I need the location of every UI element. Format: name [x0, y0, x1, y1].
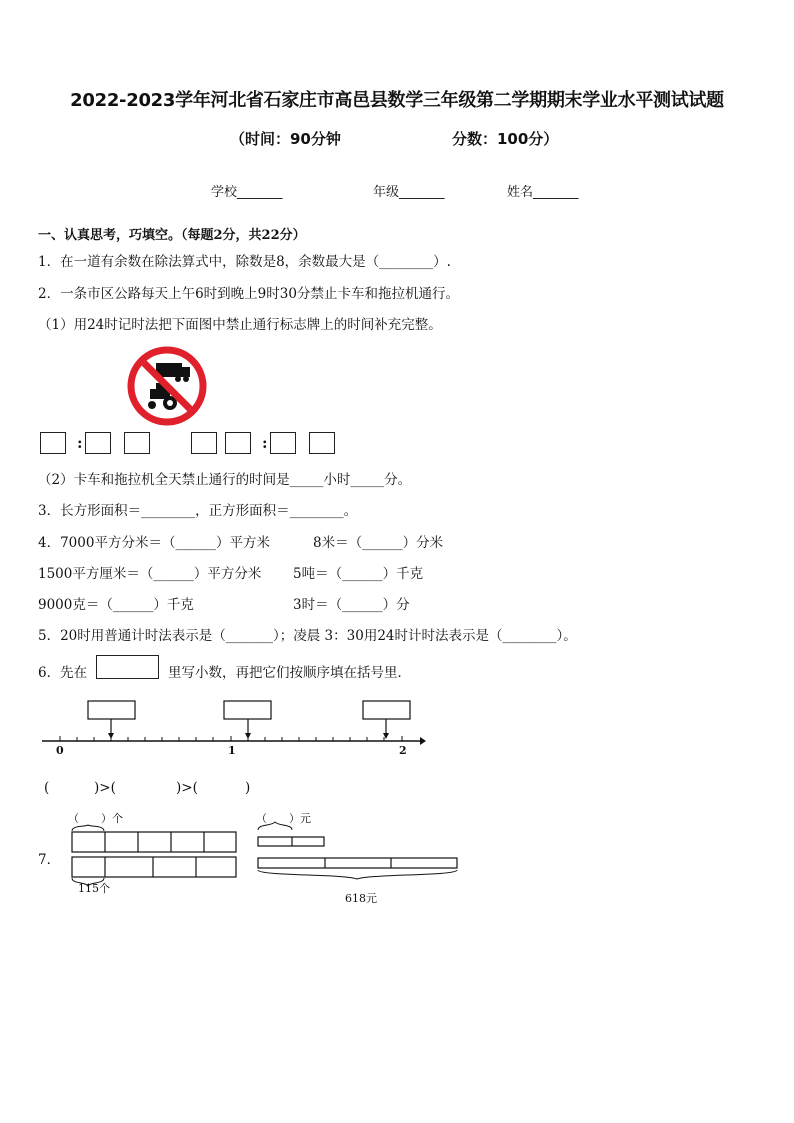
q7-right-top-label: （ ）元	[256, 812, 311, 825]
time-box-7[interactable]	[309, 432, 335, 454]
order-paren-open: (	[44, 780, 50, 796]
exam-time: （时间：90分钟	[230, 130, 341, 148]
page-title: 2022-2023学年河北省石家庄市高邑县数学三年级第二学期期末学业水平测试试题	[70, 90, 724, 111]
time-box-4[interactable]	[191, 432, 217, 454]
question-2-part-1: （1）用24时记时法把下面图中禁止通行标志牌上的时间补充完整。	[38, 317, 442, 333]
order-gt-2: )>(	[176, 780, 198, 796]
grade-field[interactable]: 年级_______	[373, 185, 445, 200]
question-3: 3．长方形面积＝________，正方形面积＝________。	[38, 503, 358, 519]
question-4c: 1500平方厘米＝（______）平方分米	[38, 566, 262, 582]
time-colon-1: :	[77, 434, 83, 452]
numberline-box-2	[224, 701, 271, 719]
numberline-label-2: 2	[399, 744, 407, 757]
question-6-prefix: 6．先在	[38, 665, 88, 681]
decimal-box-example	[96, 655, 159, 679]
name-field[interactable]: 姓名_______	[507, 185, 579, 200]
question-1: 1．在一道有余数在除法算式中，除数是8，余数最大是（________）.	[38, 254, 451, 270]
time-box-3[interactable]	[124, 432, 150, 454]
question-2: 2．一条市区公路每天上午6时到晚上9时30分禁止卡车和拖拉机通行。	[38, 286, 459, 302]
q7-right-bottom-label: 618元	[345, 892, 377, 905]
question-4f: 3时＝（______）分	[293, 597, 410, 613]
numberline-box-3	[363, 701, 410, 719]
no-truck-tractor-sign	[126, 345, 208, 427]
time-box-1[interactable]	[40, 432, 66, 454]
time-box-6[interactable]	[270, 432, 296, 454]
time-colon-2: :	[262, 434, 268, 452]
question-4e: 9000克＝（______）千克	[38, 597, 194, 613]
section-heading: 一、认真思考，巧填空。（每题2分，共22分）	[38, 228, 306, 243]
q7-left-top-label: （ ）个	[68, 812, 123, 825]
q7-left-bottom-label: 115个	[78, 882, 110, 895]
numberline-label-0: 0	[56, 744, 64, 757]
question-5: 5．20时用普通计时法表示是（_______）；凌晨 3：30用24时计时法表示是（________）。	[38, 628, 577, 644]
time-box-5[interactable]	[225, 432, 251, 454]
question-4a: 4．7000平方分米＝（______）平方米	[38, 535, 270, 551]
q7-segment-diagram	[66, 820, 466, 890]
question-6-suffix: 里写小数，再把它们按顺序填在括号里．	[168, 665, 411, 681]
numberline-label-1: 1	[228, 744, 236, 757]
question-7: 7．	[38, 852, 61, 868]
question-4d: 5吨＝（______）千克	[293, 566, 424, 582]
question-2-part-2: （2）卡车和拖拉机全天禁止通行的时间是_____小时_____分。	[38, 472, 412, 488]
order-paren-close: )	[245, 780, 251, 796]
school-field[interactable]: 学校_______	[211, 185, 283, 200]
exam-score: 分数：100分）	[452, 130, 559, 148]
numberline-box-1	[88, 701, 135, 719]
question-4b: 8米＝（______）分米	[313, 535, 444, 551]
order-gt-1: )>(	[94, 780, 116, 796]
time-box-2[interactable]	[85, 432, 111, 454]
